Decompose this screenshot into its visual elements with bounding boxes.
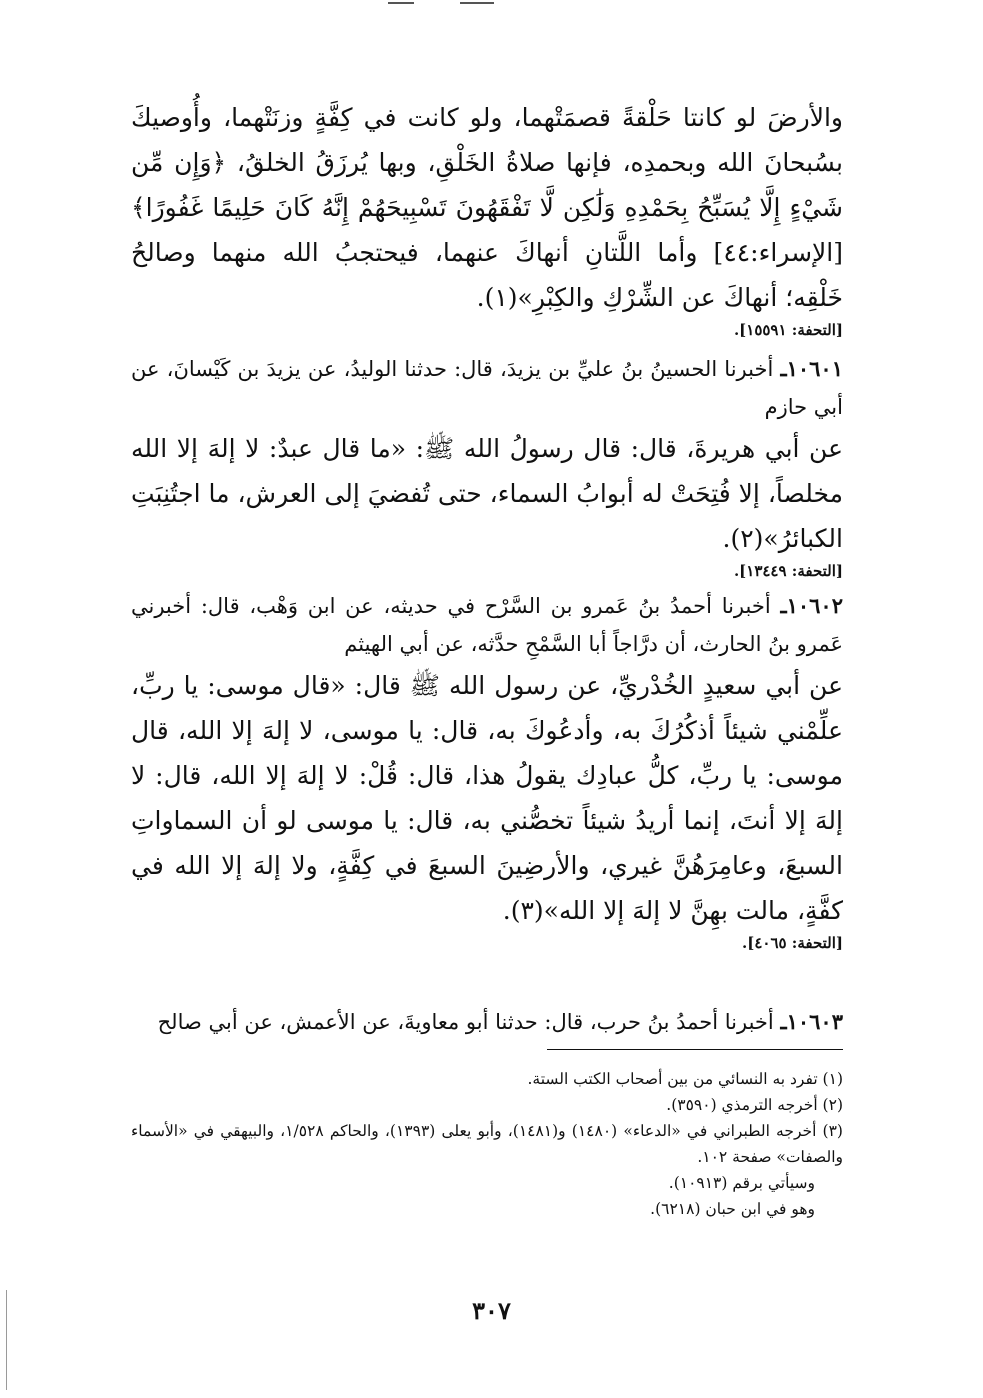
hadith-10601	[131, 350, 843, 581]
continuation-block	[131, 95, 843, 340]
hadith-matn: عن أبي هريرةَ، قال: قال رسولُ الله ﷺ: «ما قال عبدٌ: لا إلهَ إلا الله مخلصاً، إلا فُتِحَتْ له أبوابُ السماء، حتى تُفضيَ إلى العرش، ما اجتُنِبَتِ الكبائرُ»(٢).	[131, 434, 843, 553]
isnad-text: أخبرنا الحسينُ بنُ عليِّ بن يزيدَ، قال: حدثنا الوليدُ، عن يزيدَ بن كَيْسانَ، عن أبي حازم	[131, 357, 843, 419]
hadith-number: ١٠٦٠٢ـ	[780, 593, 843, 618]
footnote-2: (٢) أخرجه الترمذي (٣٥٩٠).	[666, 1096, 843, 1114]
tuhfa-reference: [التحفة: ١٥٥٩١].	[733, 321, 843, 339]
top-edge-marks	[388, 2, 508, 6]
hadith-isnad	[131, 587, 843, 663]
hadith-number: ١٠٦٠٣ـ	[780, 1009, 843, 1034]
footnote-1: (١) تفرد به النسائي من بين أصحاب الكتب الستة.	[527, 1070, 843, 1088]
hadith-isnad	[131, 1003, 843, 1041]
isnad-text: أخبرنا أحمدُ بنُ عَمرو بن السَّرْح في حديثه، عن ابن وَهْب، قال: أخبرني عَمرو بنُ الحارث، أن درَّاجاً أبا السَّمْحِ حدَّثه، عن أبي الهيثم	[131, 594, 843, 656]
tuhfa-reference: [التحفة: ٤٠٦٥].	[742, 934, 843, 952]
footnotes	[131, 1066, 843, 1222]
hadith-number: ١٠٦٠١ـ	[780, 356, 843, 381]
paragraph-continuation: والأرضَ لو كانتا حَلْقةً قصمَتْهما، ولو كانت في كِفَّةٍ وزنَتْهما، وأُوصيكَ بسُبحانَ الله وبحمدِه، فإنها صلاةُ الخَلْقِ، وبها يُرزَقُ الخلقُ، ﴿وَإِن مِّن شَيْءٍ إِلَّا يُسَبِّحُ بِحَمْدِهِ وَلَٰكِن لَّا تَفْقَهُونَ تَسْبِيحَهُمْ إِنَّهُ كَانَ حَلِيمًا غَفُورًا﴾ [الإسراء:٤٤] وأما اللَّتانِ أنهاكَ عنهما، فيحتجبُ الله منهما وصالحُ خَلْقِه؛ أنهاكَ عن الشِّرْكِ والكِبْرِ»(١).	[131, 103, 843, 312]
footnote-3-note-b: وهو في ابن حبان (٦٢١٨).	[650, 1200, 815, 1218]
hadith-matn: عن أبي سعيدٍ الخُدْريِّ، عن رسول الله ﷺ قال: «قال موسى: يا ربِّ، علِّمْني شيئاً أذكُرُكَ به، وأدعُوكَ به، قال: يا موسى، لا إلهَ إلا الله، قال موسى: يا ربِّ، كلُّ عبادِك يقولُ هذا، قال: قُلْ: لا إلهَ إلا الله، قال: لا إلهَ إلا أنتَ، إنما أريدُ شيئاً تخصُّني به، قال: يا موسى لو أن السماواتِ السبعَ، وعامِرَهُنَّ غيري، والأرضِينَ السبعَ في كِفَّةٍ، ولا إلهَ إلا الله في كفَّةٍ، مالت بهِنَّ لا إلهَ إلا الله»(٣).	[131, 671, 843, 925]
hadith-10603	[131, 1003, 843, 1041]
footnote-3: (٣) أخرجه الطبراني في «الدعاء» (١٤٨٠) و(١٤٨١)، وأبو يعلى (١٣٩٣)، والحاكم ١/٥٢٨، والبيهقي في «الأسماء والصفات» صفحة ١٠٢.	[131, 1122, 843, 1166]
page-number: ٣٠٧	[472, 1296, 511, 1325]
footnote-separator	[547, 1049, 843, 1050]
tuhfa-reference: [التحفة: ١٣٤٤٩].	[733, 562, 843, 580]
hadith-isnad	[131, 350, 843, 426]
isnad-text: أخبرنا أحمدُ بنُ حرب، قال: حدثنا أبو معاويةَ، عن الأعمش، عن أبي صالح	[157, 1010, 781, 1034]
footnote-3-note-a: وسيأتي برقم (١٠٩١٣).	[668, 1174, 815, 1192]
hadith-10602	[131, 587, 843, 953]
